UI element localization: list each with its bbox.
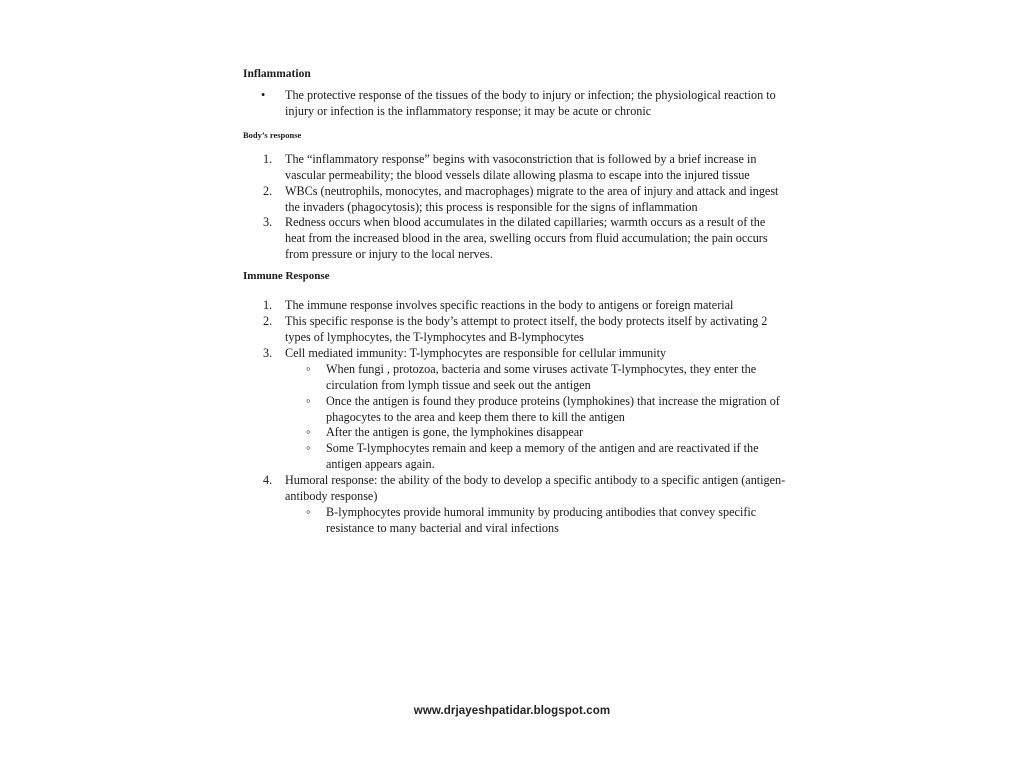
bodys-response-list <box>243 152 788 263</box>
heading-immune-response: Immune Response <box>243 270 330 283</box>
list-item-text: Cell mediated immunity: T-lymphocytes are responsible for cellular immunity <box>285 345 667 360</box>
list-item-text: The “inflammatory response” begins with vasoconstriction that is followed by a brief increase in vascular permeability; the blood vessels dilate allowing plasma to escape into the injured tissue <box>285 151 757 182</box>
sub-list-item: ◦ Some T-lymphocytes remain and keep a memory of the antigen and are reactivated if the antigen appears again. <box>326 441 788 473</box>
list-item-text: Redness occurs when blood accumulates in the dilated capillaries; warmth occurs as a result of the heat from the increased blood in the area, swelling occurs from fluid accumulation; the pain occurs from pressure or injury to the local nerves. <box>285 215 768 262</box>
humoral-sublist <box>285 505 788 537</box>
list-item <box>263 151 788 184</box>
list-item-text: The immune response involves specific reactions in the body to antigens or foreign material <box>285 298 734 313</box>
list-item <box>263 298 788 314</box>
sub-list-item: ◦ B-lymphocytes provide humoral immunity by producing antibodies that convey specific resistance to many bacterial and viral infections <box>326 505 788 537</box>
inflammation-bullet: • The protective response of the tissues of the body to injury or infection; the physiological reaction to injury or infection is the inflammatory response; it may be acute or chronic <box>285 88 788 120</box>
heading-inflammation: Inflammation <box>243 68 311 80</box>
list-item <box>263 314 788 346</box>
list-item <box>263 183 788 216</box>
list-number: 2. <box>263 183 273 198</box>
sub-list-item: ◦ Once the antigen is found they produce proteins (lymphokines) that increase the migration of phagocytes to the area and keep them there to kill the antigen <box>326 394 788 426</box>
list-item-text: Humoral response: the ability of the body to develop a specific antibody to a specific antigen (antigen-antibody response) <box>285 473 786 504</box>
footer-url: www.drjayeshpatidar.blogspot.com <box>413 705 611 717</box>
heading-bodys-response: Body’s response <box>243 129 302 140</box>
list-number: 4. <box>263 473 273 488</box>
inflammation-bullet-list <box>243 88 788 120</box>
sub-list-item: ◦ When fungi , protozoa, bacteria and some viruses activate T-lymphocytes, they enter the circulation from lymph tissue and seek out the antigen <box>326 362 788 394</box>
list-item <box>263 345 788 473</box>
sub-list-item: ◦ After the antigen is gone, the lymphokines disappear <box>326 425 788 441</box>
document-body <box>243 67 788 537</box>
list-item <box>263 473 788 537</box>
list-number: 3. <box>263 215 273 230</box>
list-number: 3. <box>263 345 273 360</box>
immune-response-list <box>243 298 788 537</box>
list-item-text: This specific response is the body’s attempt to protect itself, the body protects itself by activating 2 types of lymphocytes, the T-lymphocytes and B-lymphocytes <box>285 314 768 344</box>
list-item <box>263 215 788 263</box>
list-number: 1. <box>263 298 273 313</box>
list-item-text: WBCs (neutrophils, monocytes, and macrophages) migrate to the area of injury and attack and ingest the invaders (phagocytosis); this process is responsible for the signs of inflammation <box>285 183 779 214</box>
list-number: 2. <box>263 314 273 329</box>
list-number: 1. <box>263 151 273 166</box>
cell-mediated-sublist <box>285 362 788 473</box>
